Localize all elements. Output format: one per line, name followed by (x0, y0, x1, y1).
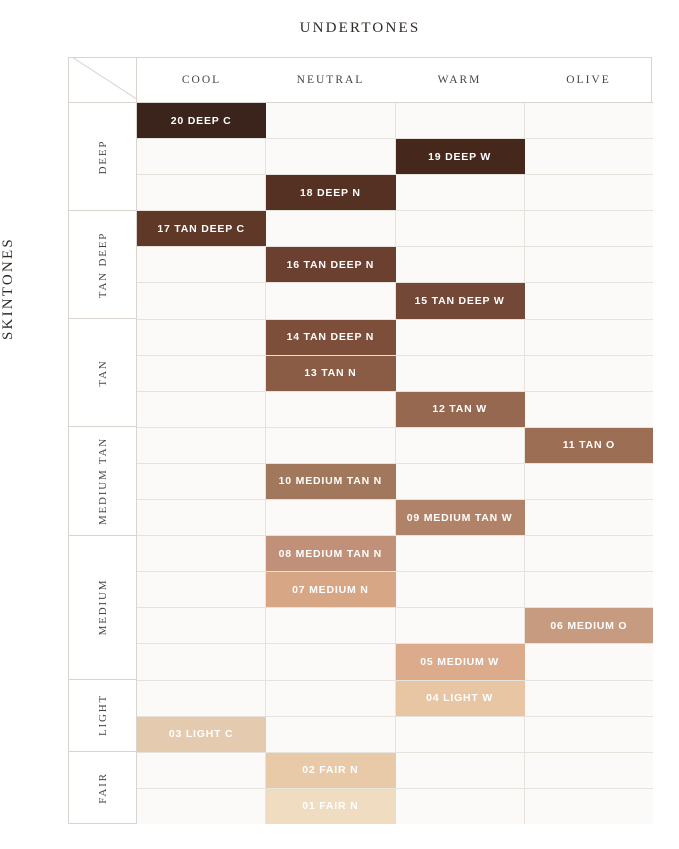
shade-cell-03[interactable]: 03 LIGHT C (137, 717, 266, 752)
shade-cell-18[interactable]: 18 DEEP N (266, 175, 395, 210)
empty-cell (266, 717, 395, 752)
row-group-medium-tan (69, 427, 136, 535)
cell-grid (137, 103, 653, 824)
row-group-deep (69, 103, 136, 211)
row-group-label: MEDIUM TAN (96, 436, 109, 526)
row-group-label: TAN DEEP (96, 231, 109, 298)
empty-cell (396, 320, 525, 355)
empty-cell (525, 464, 653, 499)
empty-cell (137, 500, 266, 535)
empty-cell (525, 644, 653, 679)
shade-cell-08[interactable]: 08 MEDIUM TAN N (266, 536, 395, 571)
shade-cell-15[interactable]: 15 TAN DEEP W (396, 283, 525, 318)
empty-cell (137, 392, 266, 427)
chart-row (137, 320, 653, 356)
shade-cell-05[interactable]: 05 MEDIUM W (396, 644, 525, 679)
empty-cell (525, 211, 653, 246)
empty-cell (525, 392, 653, 427)
empty-cell (525, 753, 653, 788)
empty-cell (137, 789, 266, 824)
empty-cell (137, 320, 266, 355)
chart-row (137, 103, 653, 139)
column-header-olive: OLIVE (566, 74, 611, 86)
chart-grid (68, 57, 652, 824)
chart-title-undertones: UNDERTONES (299, 20, 421, 36)
empty-cell (396, 103, 525, 138)
empty-cell (266, 211, 395, 246)
empty-cell (266, 103, 395, 138)
empty-cell (396, 247, 525, 282)
empty-cell (137, 644, 266, 679)
chart-row (137, 392, 653, 428)
row-group-light (69, 680, 136, 752)
chart-row (137, 681, 653, 717)
empty-cell (525, 175, 653, 210)
empty-cell (266, 681, 395, 716)
chart-row (137, 608, 653, 644)
column-header-warm: WARM (437, 74, 482, 86)
empty-cell (266, 392, 395, 427)
chart-row (137, 572, 653, 608)
chart-row (137, 717, 653, 753)
row-group-label: TAN (96, 359, 109, 387)
chart-row (137, 500, 653, 536)
row-group-tan-deep (69, 211, 136, 319)
empty-cell (525, 572, 653, 607)
shade-cell-19[interactable]: 19 DEEP W (396, 139, 525, 174)
empty-cell (137, 283, 266, 318)
row-group-label: FAIR (96, 772, 109, 804)
empty-cell (525, 356, 653, 391)
empty-cell (137, 753, 266, 788)
chart-row (137, 753, 653, 789)
shade-cell-02[interactable]: 02 FAIR N (266, 753, 395, 788)
shade-cell-10[interactable]: 10 MEDIUM TAN N (266, 464, 395, 499)
chart-row (137, 789, 653, 824)
empty-cell (396, 356, 525, 391)
chart-title-skintones: SKINTONES (0, 237, 16, 340)
empty-cell (266, 644, 395, 679)
row-group-tan (69, 319, 136, 427)
empty-cell (525, 681, 653, 716)
empty-cell (266, 608, 395, 643)
shade-cell-09[interactable]: 09 MEDIUM TAN W (396, 500, 525, 535)
empty-cell (266, 428, 395, 463)
empty-cell (525, 789, 653, 824)
empty-cell (137, 247, 266, 282)
empty-cell (266, 139, 395, 174)
shade-cell-01[interactable]: 01 FAIR N (266, 789, 395, 824)
empty-cell (525, 320, 653, 355)
empty-cell (396, 536, 525, 571)
empty-cell (525, 717, 653, 752)
shade-cell-11[interactable]: 11 TAN O (525, 428, 653, 463)
chart-row (137, 283, 653, 319)
empty-cell (396, 572, 525, 607)
column-header-cool: COOL (181, 74, 222, 86)
empty-cell (396, 211, 525, 246)
shade-cell-06[interactable]: 06 MEDIUM O (525, 608, 653, 643)
diagonal-divider-icon (69, 58, 137, 102)
chart-row (137, 428, 653, 464)
empty-cell (137, 356, 266, 391)
shade-cell-13[interactable]: 13 TAN N (266, 356, 395, 391)
empty-cell (525, 500, 653, 535)
empty-cell (396, 717, 525, 752)
empty-cell (266, 500, 395, 535)
chart-row (137, 644, 653, 680)
empty-cell (396, 789, 525, 824)
chart-row (137, 247, 653, 283)
empty-cell (396, 608, 525, 643)
chart-body (69, 103, 653, 824)
shade-cell-04[interactable]: 04 LIGHT W (396, 681, 525, 716)
empty-cell (396, 428, 525, 463)
empty-cell (525, 103, 653, 138)
row-group-label: DEEP (96, 139, 109, 174)
empty-cell (137, 139, 266, 174)
empty-cell (137, 572, 266, 607)
empty-cell (137, 175, 266, 210)
empty-cell (137, 464, 266, 499)
empty-cell (525, 247, 653, 282)
row-label-column (69, 103, 137, 824)
empty-cell (396, 175, 525, 210)
empty-cell (525, 283, 653, 318)
empty-cell (137, 536, 266, 571)
chart-row (137, 211, 653, 247)
empty-cell (137, 681, 266, 716)
shade-cell-14[interactable]: 14 TAN DEEP N (266, 320, 395, 355)
chart-row (137, 175, 653, 211)
row-group-medium (69, 536, 136, 680)
empty-cell (396, 753, 525, 788)
column-header-row (69, 58, 653, 103)
shade-cell-16[interactable]: 16 TAN DEEP N (266, 247, 395, 282)
empty-cell (137, 608, 266, 643)
shade-cell-20[interactable]: 20 DEEP C (137, 103, 266, 138)
empty-cell (137, 428, 266, 463)
empty-cell (266, 283, 395, 318)
shade-cell-12[interactable]: 12 TAN W (396, 392, 525, 427)
chart-row (137, 536, 653, 572)
empty-cell (525, 139, 653, 174)
empty-cell (396, 464, 525, 499)
corner-cell (69, 58, 137, 102)
shade-cell-17[interactable]: 17 TAN DEEP C (137, 211, 266, 246)
chart-row (137, 464, 653, 500)
row-group-label: LIGHT (96, 694, 109, 737)
column-header-neutral: NEUTRAL (296, 74, 365, 86)
shade-cell-07[interactable]: 07 MEDIUM N (266, 572, 395, 607)
row-group-label: MEDIUM (96, 578, 109, 636)
chart-row (137, 139, 653, 175)
row-group-fair (69, 752, 136, 824)
chart-row (137, 356, 653, 392)
empty-cell (525, 536, 653, 571)
